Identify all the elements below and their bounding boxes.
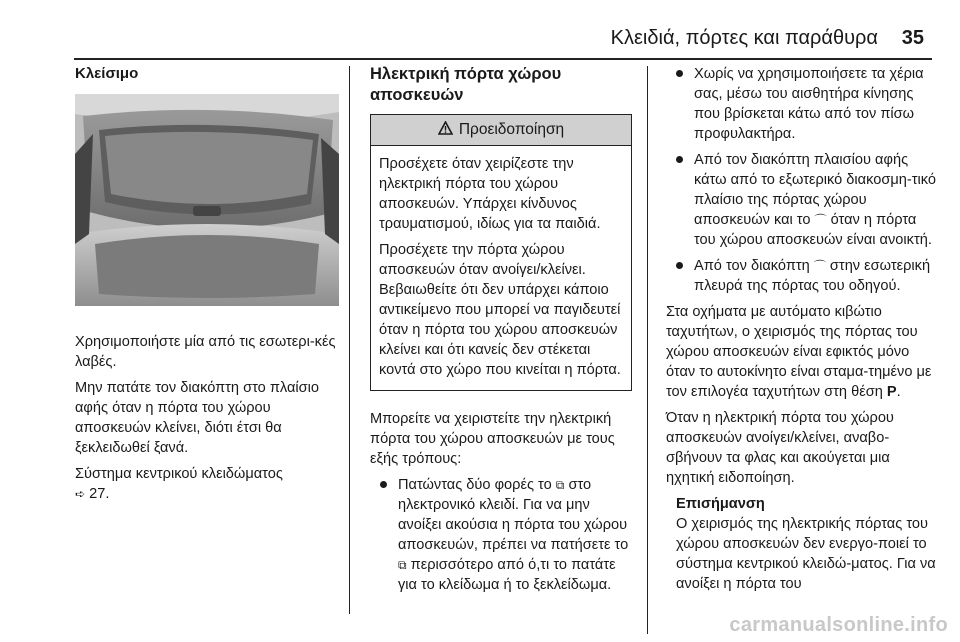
bullet-text: περισσότερο από ό,τι το πατάτε για το κλείδωμα ή το ξεκλείδωμα. (398, 557, 616, 593)
paragraph-inner-handles: Χρησιμοποιήστε μία από τις εσωτερι-κές λαβές. (75, 334, 336, 370)
paragraph-automatic-transmission: Στα οχήματα με αυτόματο κιβώτιο ταχυτήτων, ο χειρισμός της πόρτας του χώρου αποσκευών είναι εφικτός μόνο όταν το αυτοκίνητο είναι σταμα-τημένο με τον επιλογέα ταχυτήτων στη θέση P. (666, 304, 932, 400)
list-item (666, 150, 936, 250)
bullet-text: στο ηλεκτρονικό κλειδί. Για να μην ανοίξει ακούσια η πόρτα του χώρου αποσκευών, πρέπει να πατήσετε το (398, 477, 629, 553)
column-divider-1 (349, 66, 350, 614)
paragraph-operation-intro: Μπορείτε να χειριστείτε την ηλεκτρική πόρτα του χώρου αποσκευών με τους εξής τρόπους: (370, 411, 615, 467)
bullet-text: Από τον διακόπτη πλαισίου αφής κάτω από το εξωτερικό διακοσμη-τικό πλαίσιο της πόρτας χώρου αποσκευών και το (694, 152, 936, 228)
header-rule (74, 58, 932, 60)
tailgate-switch-icon: ⌒ (814, 213, 827, 227)
bullet-dot (676, 262, 683, 269)
note-text: Ο χειρισμός της ηλεκτρικής πόρτας του χώρου αποσκευών δεν ενεργο-ποιεί το σύστημα κεντρικού κλειδώ-ματος. Για να ανοίξει η πόρτα του (676, 516, 936, 592)
arrow-reference-icon: ➪ (75, 487, 86, 501)
page-header (0, 0, 960, 58)
reference-text: Σύστημα κεντρικού κλειδώματος (75, 466, 283, 482)
page-number: 35 (901, 27, 924, 49)
column-divider-2 (647, 66, 648, 634)
column-3 (666, 64, 936, 594)
bullet-text: Από τον διακόπτη (694, 258, 810, 274)
list-item (370, 475, 632, 595)
column-1 (75, 64, 341, 510)
tailgate-key-icon: ⧉ (555, 478, 565, 492)
bullet-dot (380, 481, 387, 488)
column-2 (370, 64, 632, 601)
bullet-dot (676, 70, 683, 77)
section-heading-power-tailgate: Ηλεκτρική πόρτα χώρου αποσκευών (370, 65, 562, 104)
bullet-dot (676, 156, 683, 163)
warning-header (371, 115, 631, 146)
page-reference-link[interactable]: 27. (89, 486, 110, 502)
warning-paragraph-2: Προσέχετε την πόρτα χώρου αποσκευών όταν ανοίγει/κλείνει. Βεβαιωθείτε ότι δεν υπάρχει κάποιο αντικείμενο που μπορεί να παγιδευτεί όταν η πόρτα του χώρου αποσκευών κλείνει και ότι κανείς δεν στέκεται κοντά στο χώρο που κινείται η πόρτα. (379, 242, 621, 378)
warning-body (371, 146, 631, 390)
paragraph-touch-switch: Μην πατάτε τον διακόπτη στο πλαίσιο αφής όταν η πόρτα του χώρου αποσκευών κλείνει, διότι έτσι θα ξεκλειδωθεί ξανά. (75, 380, 320, 456)
warning-title: Προειδοποίηση (458, 121, 565, 138)
bullet-text: στην εσωτερική πλευρά της πόρτας του οδηγού. (694, 258, 931, 294)
list-item (666, 64, 936, 144)
tailgate-switch-icon: ⌒ (813, 259, 826, 273)
section-heading-closing: Κλείσιμο (75, 65, 139, 82)
paragraph-text: Στα οχήματα με αυτόματο κιβώτιο ταχυτήτων, ο χειρισμός της πόρτας του χώρου αποσκευών είναι εφικτός μόνο όταν το αυτοκίνητο είναι σταμα-τημένο με τον επιλογέα ταχυτήτων στη θέση (666, 304, 932, 400)
tailgate-key-icon: ⧉ (398, 558, 407, 572)
note-title: Επισήμανση (676, 496, 765, 512)
tailgate-illustration (75, 94, 339, 306)
gear-position: P (886, 384, 897, 400)
bullet-text: όταν η πόρτα του χώρου αποσκευών είναι ανοικτή. (694, 212, 932, 248)
paragraph-indicators: Όταν η ηλεκτρική πόρτα του χώρου αποσκευών ανοίγει/κλείνει, αναβο-σβήνουν τα φλας και ακούγεται μια ηχητική ειδοποίηση. (666, 410, 894, 486)
bullet-text: Πατώντας δύο φορές το (398, 477, 552, 493)
warning-triangle-icon (438, 120, 453, 140)
warning-box (370, 114, 632, 391)
paragraph-central-locking (75, 464, 341, 504)
bullet-text: Χωρίς να χρησιμοποιήσετε τα χέρια σας, μέσω του αισθητήρα κίνησης που βρίσκεται κάτω από τον πίσω προφυλακτήρα. (694, 66, 924, 142)
tailgate-interior-photo (75, 94, 339, 306)
warning-paragraph-1: Προσέχετε όταν χειρίζεστε την ηλεκτρική πόρτα του χώρου αποσκευών. Υπάρχει κίνδυνος τραυματισμού, ιδίως για τα παιδιά. (379, 156, 601, 232)
running-title: Κλειδιά, πόρτες και παράθυρα (610, 27, 878, 49)
note-box (666, 494, 936, 594)
watermark: carmanualsonline.info (729, 614, 948, 636)
list-item (666, 256, 936, 296)
